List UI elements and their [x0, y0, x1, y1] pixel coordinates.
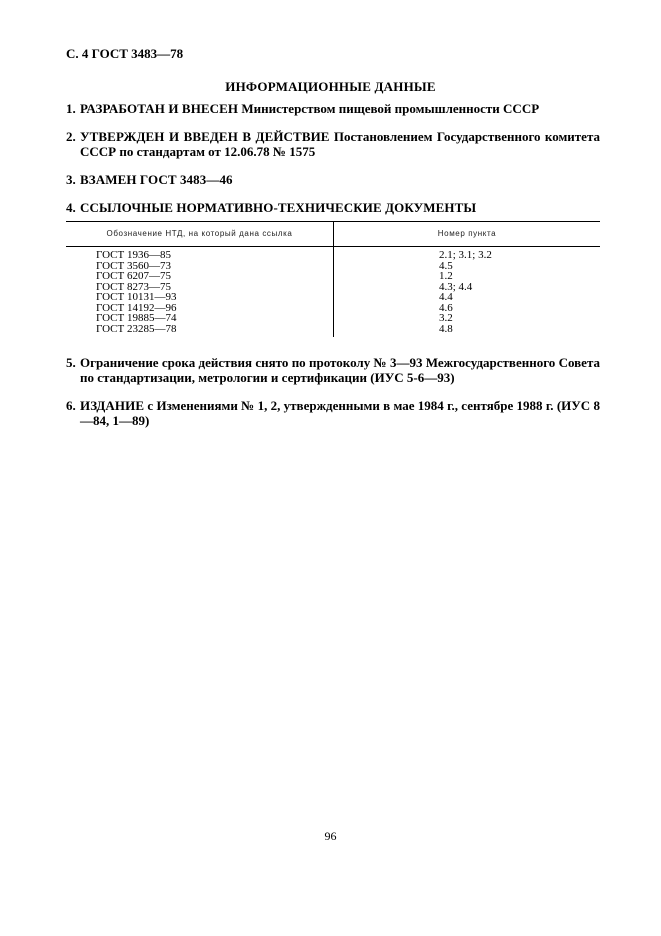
page-number: 96 — [324, 829, 337, 843]
info-item-2 — [66, 129, 600, 159]
table-cell-clause: 4.6 — [439, 301, 453, 314]
info-item-5 — [66, 355, 600, 385]
table-header-row — [66, 222, 600, 247]
item-text: Министерством пищевой промышленности СССР — [238, 101, 540, 116]
item-lead: УТВЕРЖДЕН И ВВЕДЕН В ДЕЙСТВИЕ — [80, 129, 330, 144]
item-text: Ограничение срока действия снято по протоколу № 3—93 Межгосударственного Совета по стандартизации, метрологии и сертификации (ИУС 5-6—93) — [80, 355, 600, 385]
table-cell-clause: 4.3; 4.4 — [439, 280, 473, 293]
info-item-6 — [66, 398, 600, 428]
table-row — [66, 292, 600, 303]
item-number: 6. — [66, 398, 76, 413]
table-row — [66, 324, 600, 338]
info-item-3 — [66, 172, 600, 187]
table-cell-designation: ГОСТ 14192—96 — [66, 303, 334, 314]
item-lead: ВЗАМЕН ГОСТ 3483—46 — [80, 172, 233, 187]
item-number: 1. — [66, 101, 76, 116]
table-cell-designation: ГОСТ 23285—78 — [66, 324, 334, 338]
column-header-clause: Номер пункта — [334, 222, 601, 247]
item-text: Постановлением Государственного комитета СССР по стандартам от 12.06.78 № 1575 — [80, 129, 600, 159]
table-cell-clause: 2.1; 3.1; 3.2 — [439, 249, 492, 261]
running-header: С. 4 ГОСТ 3483—78 — [66, 46, 184, 61]
item-number: 4. — [66, 200, 76, 215]
info-item-1 — [66, 101, 600, 116]
item-number: 3. — [66, 172, 76, 187]
table-cell-clause: 4.8 — [439, 322, 453, 335]
info-item-4 — [66, 200, 600, 215]
table-cell-designation: ГОСТ 19885—74 — [66, 313, 334, 324]
table-cell-clause: 1.2 — [439, 270, 453, 282]
table-row — [66, 271, 600, 282]
item-number: 5. — [66, 355, 76, 370]
table-cell-designation: ГОСТ 8273—75 — [66, 282, 334, 293]
table-row — [66, 247, 600, 261]
table-cell-designation: ГОСТ 6207—75 — [66, 271, 334, 282]
table-row — [66, 313, 600, 324]
table-cell-designation: ГОСТ 3560—73 — [66, 261, 334, 272]
table-cell-clause: 4.4 — [439, 291, 453, 303]
page-title: ИНФОРМАЦИОННЫЕ ДАННЫЕ — [225, 79, 436, 94]
item-number: 2. — [66, 129, 76, 144]
table-cell-designation: ГОСТ 1936—85 — [66, 247, 334, 261]
item-text: с Изменениями № 1, 2, утвержденными в мае 1984 г., сентябре 1988 г. (ИУС 8—84, 1—89) — [80, 398, 600, 428]
item-lead: РАЗРАБОТАН И ВНЕСЕН — [80, 101, 239, 116]
reference-documents-table — [66, 221, 600, 337]
table-cell-designation: ГОСТ 10131—93 — [66, 292, 334, 303]
item-lead: ССЫЛОЧНЫЕ НОРМАТИВНО-ТЕХНИЧЕСКИЕ ДОКУМЕНТЫ — [80, 200, 477, 215]
info-items — [66, 101, 600, 441]
table-cell-clause: 3.2 — [439, 312, 453, 324]
item-lead: ИЗДАНИЕ — [80, 398, 145, 413]
column-header-designation: Обозначение НТД, на который дана ссылка — [66, 222, 334, 247]
table-cell-clause: 4.5 — [439, 259, 453, 272]
